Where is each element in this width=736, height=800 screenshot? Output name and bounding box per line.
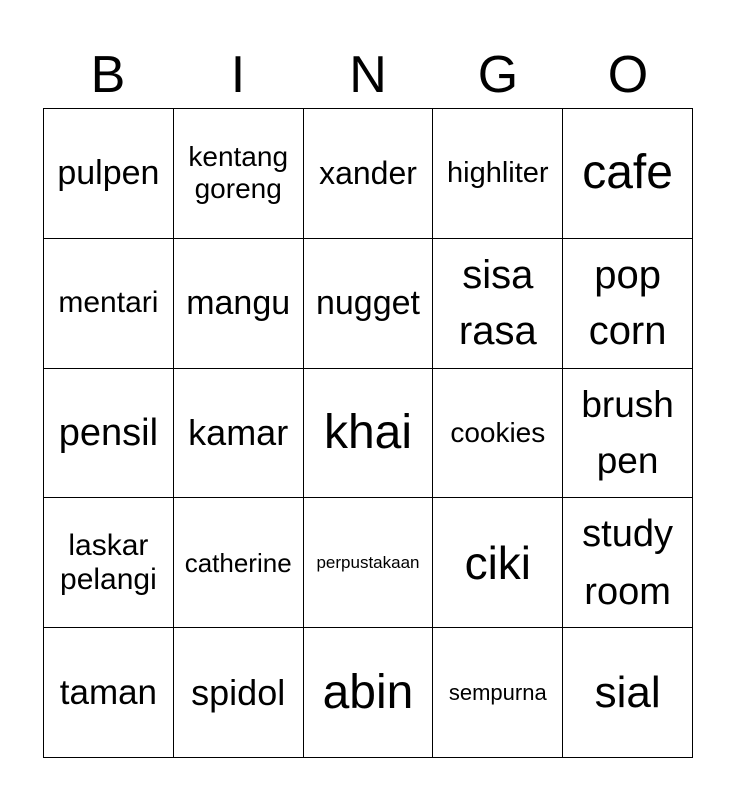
cell-text: xander [319,155,417,192]
cell-text: study room [582,512,673,613]
bingo-cell-r1-c4[interactable] [433,109,563,239]
cell-text: abin [322,665,414,719]
bingo-cell-r5-c2[interactable] [174,628,304,758]
header-letter-b: B [90,46,126,104]
bingo-cell-r5-c4[interactable] [433,628,563,758]
bingo-cell-r1-c1[interactable] [44,109,174,239]
cell-text: nugget [315,284,420,323]
cell-text: cookies [450,416,546,448]
header-letter-i: I [230,46,246,104]
cell-text: sial [594,667,661,717]
header-letter-g: G [477,46,519,104]
bingo-cell-r4-c4[interactable] [433,498,563,628]
bingo-cell-r4-c1[interactable] [44,498,174,628]
header-letter-n: N [349,46,387,104]
header-letter-o: O [607,46,649,104]
cell-text: sempurna [448,679,547,705]
bingo-cell-r2-c3[interactable] [304,239,434,369]
bingo-cell-r1-c5[interactable] [563,109,693,239]
bingo-cell-r2-c5[interactable] [563,239,693,369]
cell-text: pensil [58,411,159,454]
bingo-cell-r5-c3[interactable] [304,628,434,758]
cell-text: kentang goreng [188,141,289,205]
cell-text: catherine [184,547,292,578]
bingo-cell-r2-c1[interactable] [44,239,174,369]
cell-text: perpustakaan [316,552,420,572]
bingo-cell-r5-c5[interactable] [563,628,693,758]
bingo-cell-r3-c2[interactable] [174,369,304,499]
cell-text: sisa rasa [458,253,537,354]
cell-text: khai [323,405,413,459]
cell-text: mangu [186,284,291,323]
cell-text: taman [59,672,158,712]
bingo-cell-r5-c1[interactable] [44,628,174,758]
bingo-cell-r4-c5[interactable] [563,498,693,628]
bingo-board [43,108,693,758]
cell-text: pulpen [57,154,160,193]
cell-text: highliter [447,157,549,190]
bingo-cell-r3-c5[interactable] [563,369,693,499]
cell-text: pop corn [588,253,667,354]
bingo-cell-r2-c2[interactable] [174,239,304,369]
cell-text: laskar pelangi [60,528,157,596]
bingo-cell-r4-c3[interactable] [304,498,434,628]
bingo-header [43,42,693,108]
bingo-cell-r3-c3[interactable] [304,369,434,499]
bingo-cell-r2-c4[interactable] [433,239,563,369]
bingo-cell-r4-c2[interactable] [174,498,304,628]
cell-text: mentari [58,286,159,320]
bingo-cell-r3-c4[interactable] [433,369,563,499]
bingo-cell-r1-c3[interactable] [304,109,434,239]
cell-text: kamar [188,411,289,453]
cell-text: spidol [191,671,286,713]
bingo-cell-r3-c1[interactable] [44,369,174,499]
bingo-cell-r1-c2[interactable] [174,109,304,239]
cell-text: cafe [582,146,673,200]
cell-text: ciki [464,536,532,589]
cell-text: brush pen [581,383,674,481]
